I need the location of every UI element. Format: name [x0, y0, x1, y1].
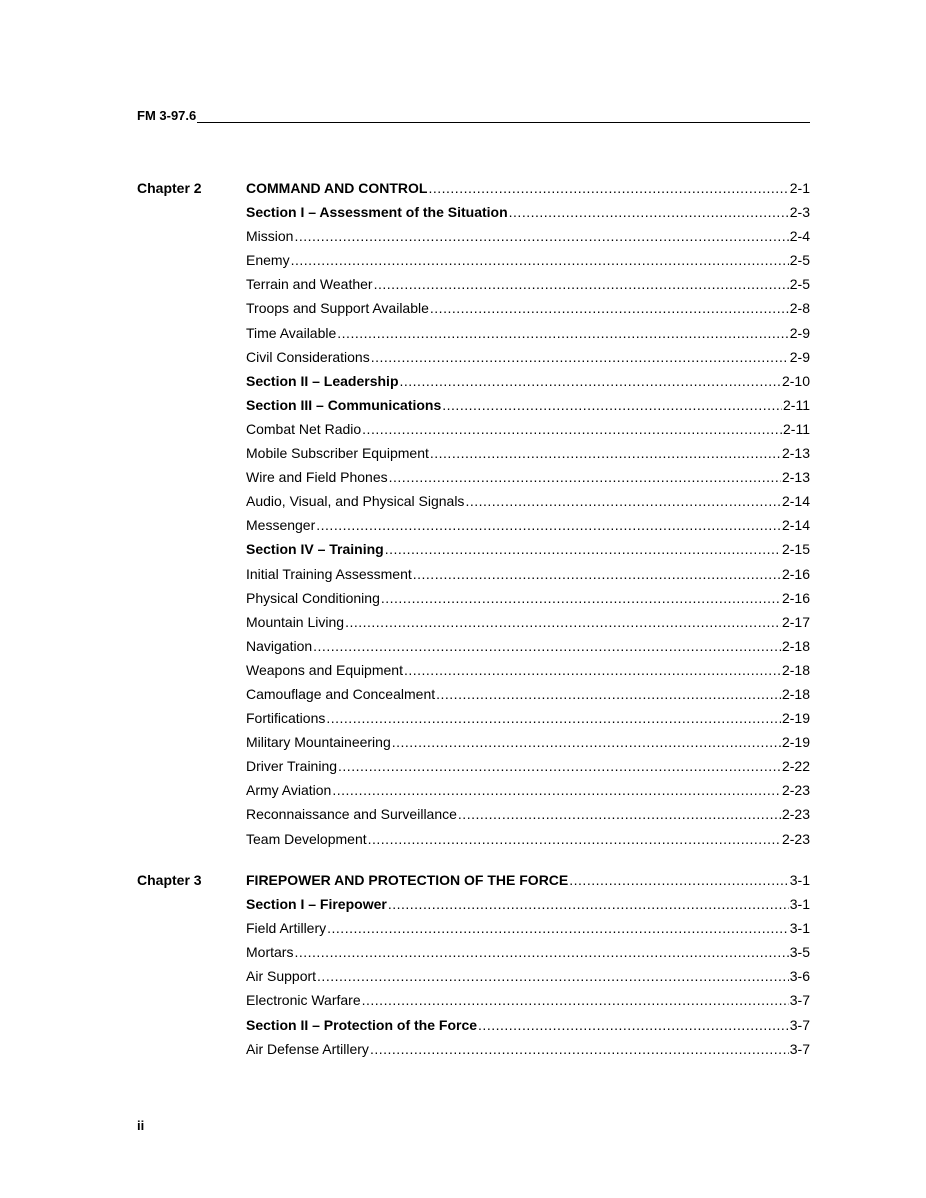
toc-entry[interactable] [246, 180, 810, 204]
toc-entry[interactable] [246, 968, 810, 992]
toc-entry-title: Field Artillery [246, 920, 327, 937]
dot-leader [345, 614, 781, 630]
toc-entry[interactable] [246, 992, 810, 1016]
toc-entry-title: Troops and Support Available [246, 300, 429, 317]
dot-leader [313, 638, 781, 654]
toc-entry[interactable] [246, 896, 810, 920]
toc-entry[interactable] [246, 276, 810, 300]
toc-entry[interactable] [246, 373, 810, 397]
toc-entry[interactable] [246, 662, 810, 686]
toc-entry-title: Section II – Leadership [246, 372, 399, 389]
toc-entry-page: 3-7 [789, 1016, 810, 1033]
toc-entry-title: Audio, Visual, and Physical Signals [246, 493, 465, 510]
toc-entry-page: 2-13 [781, 469, 810, 486]
toc-entry[interactable] [246, 397, 810, 421]
toc-entry-title: Navigation [246, 637, 313, 654]
toc-entry-title: Messenger [246, 517, 316, 534]
toc-entry-title: Air Support [246, 968, 317, 985]
dot-leader [385, 541, 781, 557]
toc-entry-title: Driver Training [246, 758, 338, 775]
dot-leader [400, 373, 781, 389]
toc-entry-page: 3-7 [789, 1040, 810, 1057]
toc-entry-page: 2-13 [781, 445, 810, 462]
dot-leader [478, 1017, 789, 1033]
toc-entry[interactable] [246, 920, 810, 944]
page-header [137, 108, 810, 123]
toc-entry-title: COMMAND AND CONTROL [246, 180, 428, 196]
toc-entry-list [246, 872, 810, 1065]
dot-leader [337, 325, 788, 341]
toc-entry-page: 2-5 [789, 276, 810, 293]
toc-entry-page: 2-14 [781, 493, 810, 510]
toc-entry[interactable] [246, 638, 810, 662]
toc-entry-page: 2-9 [789, 348, 810, 365]
toc-entry-page: 3-5 [789, 944, 810, 961]
dot-leader [362, 992, 789, 1008]
toc-entry-page: 2-19 [781, 710, 810, 727]
toc-entry-page: 2-15 [781, 541, 810, 558]
toc-entry-page: 2-1 [789, 180, 810, 196]
page-number: ii [137, 1118, 145, 1133]
toc-entry-page: 2-18 [781, 637, 810, 654]
toc-entry[interactable] [246, 872, 810, 896]
toc-entry[interactable] [246, 686, 810, 710]
toc-entry-list [246, 180, 810, 855]
toc-entry-title: Team Development [246, 830, 367, 847]
toc-entry[interactable] [246, 204, 810, 228]
toc-entry-page: 3-7 [789, 992, 810, 1009]
dot-leader [392, 734, 781, 750]
dot-leader [362, 421, 782, 437]
dot-leader [430, 300, 789, 316]
toc-entry-title: Section I – Assessment of the Situation [246, 204, 508, 221]
toc-entry-title: Electronic Warfare [246, 992, 361, 1009]
toc-entry[interactable] [246, 421, 810, 445]
toc-entry-page: 2-22 [781, 758, 810, 775]
toc-entry-page: 2-14 [781, 517, 810, 534]
dot-leader [294, 944, 788, 960]
dot-leader [327, 920, 789, 936]
header-rule [197, 108, 810, 123]
toc-entry[interactable] [246, 831, 810, 855]
dot-leader [458, 806, 781, 822]
dot-leader [404, 662, 781, 678]
toc-entry-title: Combat Net Radio [246, 420, 362, 437]
dot-leader [509, 204, 789, 220]
toc-entry-title: Air Defense Artillery [246, 1040, 369, 1057]
toc-entry-page: 3-1 [789, 920, 810, 937]
dot-leader [291, 252, 789, 268]
toc-entry-title: Mission [246, 228, 294, 245]
toc-entry-title: Camouflage and Concealment [246, 685, 436, 702]
toc-entry-page: 2-11 [783, 396, 810, 413]
toc-entry-page: 2-16 [781, 589, 810, 606]
toc-entry-page: 2-18 [781, 661, 810, 678]
toc-entry[interactable] [246, 944, 810, 968]
chapter-label: Chapter 2 [137, 180, 202, 196]
toc-entry[interactable] [246, 349, 810, 373]
toc-entry-title: Mountain Living [246, 613, 345, 630]
toc-entry[interactable] [246, 614, 810, 638]
toc-entry-page: 2-10 [781, 372, 810, 389]
dot-leader [388, 896, 789, 912]
toc-entry[interactable] [246, 1041, 810, 1065]
dot-leader [442, 397, 782, 413]
dot-leader [413, 566, 781, 582]
toc-entry-title: Reconnaissance and Surveillance [246, 806, 457, 823]
dot-leader [370, 1041, 789, 1057]
dot-leader [428, 180, 788, 196]
toc-entry-page: 3-6 [789, 968, 810, 985]
toc-entry-page: 3-1 [789, 872, 810, 888]
toc-entry-title: Section III – Communications [246, 396, 442, 413]
toc-entry-page: 2-16 [781, 565, 810, 582]
toc-entry[interactable] [246, 566, 810, 590]
toc-entry-title: Enemy [246, 252, 290, 269]
toc-entry-title: Fortifications [246, 710, 326, 727]
toc-entry-title: Weapons and Equipment [246, 661, 403, 678]
toc-entry[interactable] [246, 325, 810, 349]
toc-entry[interactable] [246, 1017, 810, 1041]
toc-entry[interactable] [246, 806, 810, 830]
toc-entry[interactable] [246, 300, 810, 324]
toc-entry-title: Time Available [246, 324, 337, 341]
toc-entry-title: Initial Training Assessment [246, 565, 412, 582]
toc-entry[interactable] [246, 493, 810, 517]
toc-entry[interactable] [246, 469, 810, 493]
toc-entry[interactable] [246, 228, 810, 252]
toc-entry-title: Mortars [246, 944, 294, 961]
dot-leader [389, 469, 781, 485]
toc-entry[interactable] [246, 590, 810, 614]
toc-entry[interactable] [246, 758, 810, 782]
toc-entry[interactable] [246, 782, 810, 806]
dot-leader [326, 710, 781, 726]
toc-entry-title: FIREPOWER AND PROTECTION OF THE FORCE [246, 872, 569, 888]
toc-entry-page: 2-8 [789, 300, 810, 317]
dot-leader [371, 349, 789, 365]
toc-entry-title: Physical Conditioning [246, 589, 380, 606]
dot-leader [368, 831, 781, 847]
toc-entry-title: Military Mountaineering [246, 734, 391, 751]
dot-leader [465, 493, 781, 509]
dot-leader [436, 686, 781, 702]
toc-entry-page: 2-9 [789, 324, 810, 341]
toc-entry[interactable] [246, 517, 810, 541]
toc-entry-title: Civil Considerations [246, 348, 370, 365]
toc-entry-page: 2-23 [781, 830, 810, 847]
dot-leader [294, 228, 788, 244]
toc-entry[interactable] [246, 541, 810, 565]
toc-entry-page: 3-1 [789, 896, 810, 913]
dot-leader [316, 517, 781, 533]
dot-leader [317, 968, 789, 984]
toc-entry-title: Mobile Subscriber Equipment [246, 445, 429, 462]
toc-entry-page: 2-23 [781, 782, 810, 799]
document-id: FM 3-97.6 [137, 108, 197, 123]
toc-entry-title: Wire and Field Phones [246, 469, 388, 486]
dot-leader [332, 782, 781, 798]
toc-entry-page: 2-11 [783, 420, 810, 437]
toc-entry-page: 2-23 [781, 806, 810, 823]
toc-entry-title: Army Aviation [246, 782, 332, 799]
chapter-label: Chapter 3 [137, 872, 202, 888]
toc-entry-title: Section IV – Training [246, 541, 384, 558]
toc-entry-page: 2-5 [789, 252, 810, 269]
toc-entry-page: 2-17 [781, 613, 810, 630]
dot-leader [430, 445, 781, 461]
toc-entry[interactable] [246, 445, 810, 469]
dot-leader [338, 758, 781, 774]
dot-leader [569, 872, 789, 888]
toc-entry-title: Section I – Firepower [246, 896, 387, 913]
toc-entry-page: 2-18 [781, 685, 810, 702]
toc-entry[interactable] [246, 710, 810, 734]
toc-entry-title: Terrain and Weather [246, 276, 373, 293]
toc-entry-page: 2-4 [789, 228, 810, 245]
toc-entry[interactable] [246, 734, 810, 758]
toc-entry-title: Section II – Protection of the Force [246, 1016, 478, 1033]
dot-leader [381, 590, 781, 606]
toc-entry-page: 2-3 [789, 204, 810, 221]
toc-entry-page: 2-19 [781, 734, 810, 751]
dot-leader [374, 276, 789, 292]
toc-entry[interactable] [246, 252, 810, 276]
